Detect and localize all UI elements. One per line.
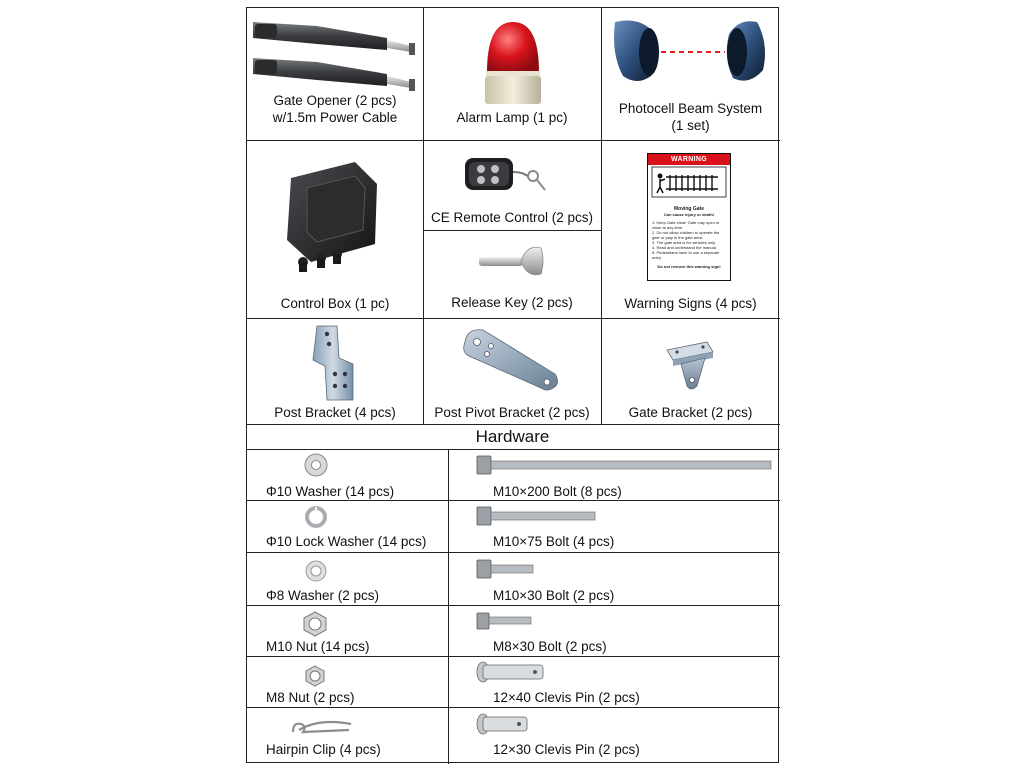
warning-subtitle: Can cause injury or death! xyxy=(663,212,715,217)
hardware-label: M10×30 Bolt (2 pcs) xyxy=(493,588,615,603)
warning-line: 5. Pedestrians have to use a separate entry. xyxy=(652,250,720,260)
item-label: Gate Bracket (2 pcs) xyxy=(628,405,753,420)
warning-sign-icon xyxy=(647,153,731,281)
item-pivot-bracket xyxy=(423,318,601,424)
alarm-lamp-icon xyxy=(473,16,553,108)
gate-hazard-icon xyxy=(648,165,730,199)
item-post-bracket xyxy=(247,318,423,424)
lock-washer-icon xyxy=(303,505,329,529)
warning-header: WARNING xyxy=(648,154,730,165)
hardware-label: Hairpin Clip (4 pcs) xyxy=(266,742,381,757)
warning-title: Moving Gate xyxy=(673,206,704,212)
warning-footer: Do not remove this warning sign! xyxy=(657,264,721,269)
hardware-label: M10×75 Bolt (4 pcs) xyxy=(493,534,615,549)
components-sheet xyxy=(246,7,779,763)
item-alarm-lamp xyxy=(423,8,601,140)
photocell-icon xyxy=(601,14,780,94)
bolt-200-icon xyxy=(475,454,775,476)
grid-line xyxy=(247,449,780,450)
bolt-30-icon xyxy=(475,558,539,580)
hardware-label: M8×30 Bolt (2 pcs) xyxy=(493,639,607,654)
bolt-75-icon xyxy=(475,505,599,527)
item-label: Alarm Lamp (1 pc) xyxy=(456,110,568,125)
remote-control-icon xyxy=(461,152,561,198)
item-label: Warning Signs (4 pcs) xyxy=(624,296,757,311)
item-gate-opener xyxy=(247,8,423,140)
release-key-icon xyxy=(475,242,555,282)
nut-icon xyxy=(301,610,329,638)
item-label: Control Box (1 pc) xyxy=(280,296,390,311)
hardware-label: Φ8 Washer (2 pcs) xyxy=(266,588,380,603)
hardware-label: M8 Nut (2 pcs) xyxy=(266,690,355,705)
hairpin-clip-icon xyxy=(289,714,355,742)
gate-bracket-icon xyxy=(663,338,723,392)
grid-line xyxy=(247,552,780,553)
grid-line xyxy=(247,707,780,708)
hardware-label: 12×40 Clevis Pin (2 pcs) xyxy=(493,690,640,705)
grid-line xyxy=(448,449,449,764)
warning-line: 3. The gate area is for vehicles only. xyxy=(652,240,716,245)
hardware-label: Φ10 Washer (14 pcs) xyxy=(266,484,395,499)
hardware-label: M10 Nut (14 pcs) xyxy=(266,639,370,654)
washer-small-icon xyxy=(302,559,330,583)
item-remote-control xyxy=(423,140,601,230)
item-release-key xyxy=(423,230,601,318)
item-label: Photocell Beam System xyxy=(618,101,763,116)
warning-line: 1. Keep Gate clear! Gate may open or close at any time. xyxy=(652,220,720,230)
item-label: (1 set) xyxy=(671,118,710,133)
control-box-icon xyxy=(277,158,387,278)
hardware-label: Φ10 Lock Washer (14 pcs) xyxy=(266,534,427,549)
hardware-title: Hardware xyxy=(475,427,550,446)
clevis-pin-40-icon xyxy=(475,660,547,684)
bolt-m8-icon xyxy=(475,611,537,631)
warning-line: 2. Do not allow children to operate the gate or play in the gate area. xyxy=(652,230,720,240)
item-label: Post Pivot Bracket (2 pcs) xyxy=(434,405,590,420)
item-photocell xyxy=(601,8,780,140)
hardware-label: 12×30 Clevis Pin (2 pcs) xyxy=(493,742,640,757)
item-label: w/1.5m Power Cable xyxy=(272,110,398,125)
grid-line xyxy=(247,656,780,657)
warning-line: 4. Read and understand the manual. xyxy=(652,245,717,250)
grid-line xyxy=(247,605,780,606)
hardware-label: M10×200 Bolt (8 pcs) xyxy=(493,484,622,499)
pivot-bracket-icon xyxy=(457,326,567,396)
nut-small-icon xyxy=(303,664,327,688)
item-label: Gate Opener (2 pcs) xyxy=(273,93,397,108)
item-label: Post Bracket (4 pcs) xyxy=(274,405,396,420)
item-label: CE Remote Control (2 pcs) xyxy=(430,210,594,225)
gate-opener-icon xyxy=(247,16,423,94)
washer-icon xyxy=(299,452,333,478)
item-label: Release Key (2 pcs) xyxy=(451,295,573,310)
grid-line xyxy=(247,500,780,501)
item-gate-bracket xyxy=(601,318,780,424)
post-bracket-icon xyxy=(307,322,363,402)
clevis-pin-30-icon xyxy=(475,712,531,736)
item-control-box xyxy=(247,140,423,318)
